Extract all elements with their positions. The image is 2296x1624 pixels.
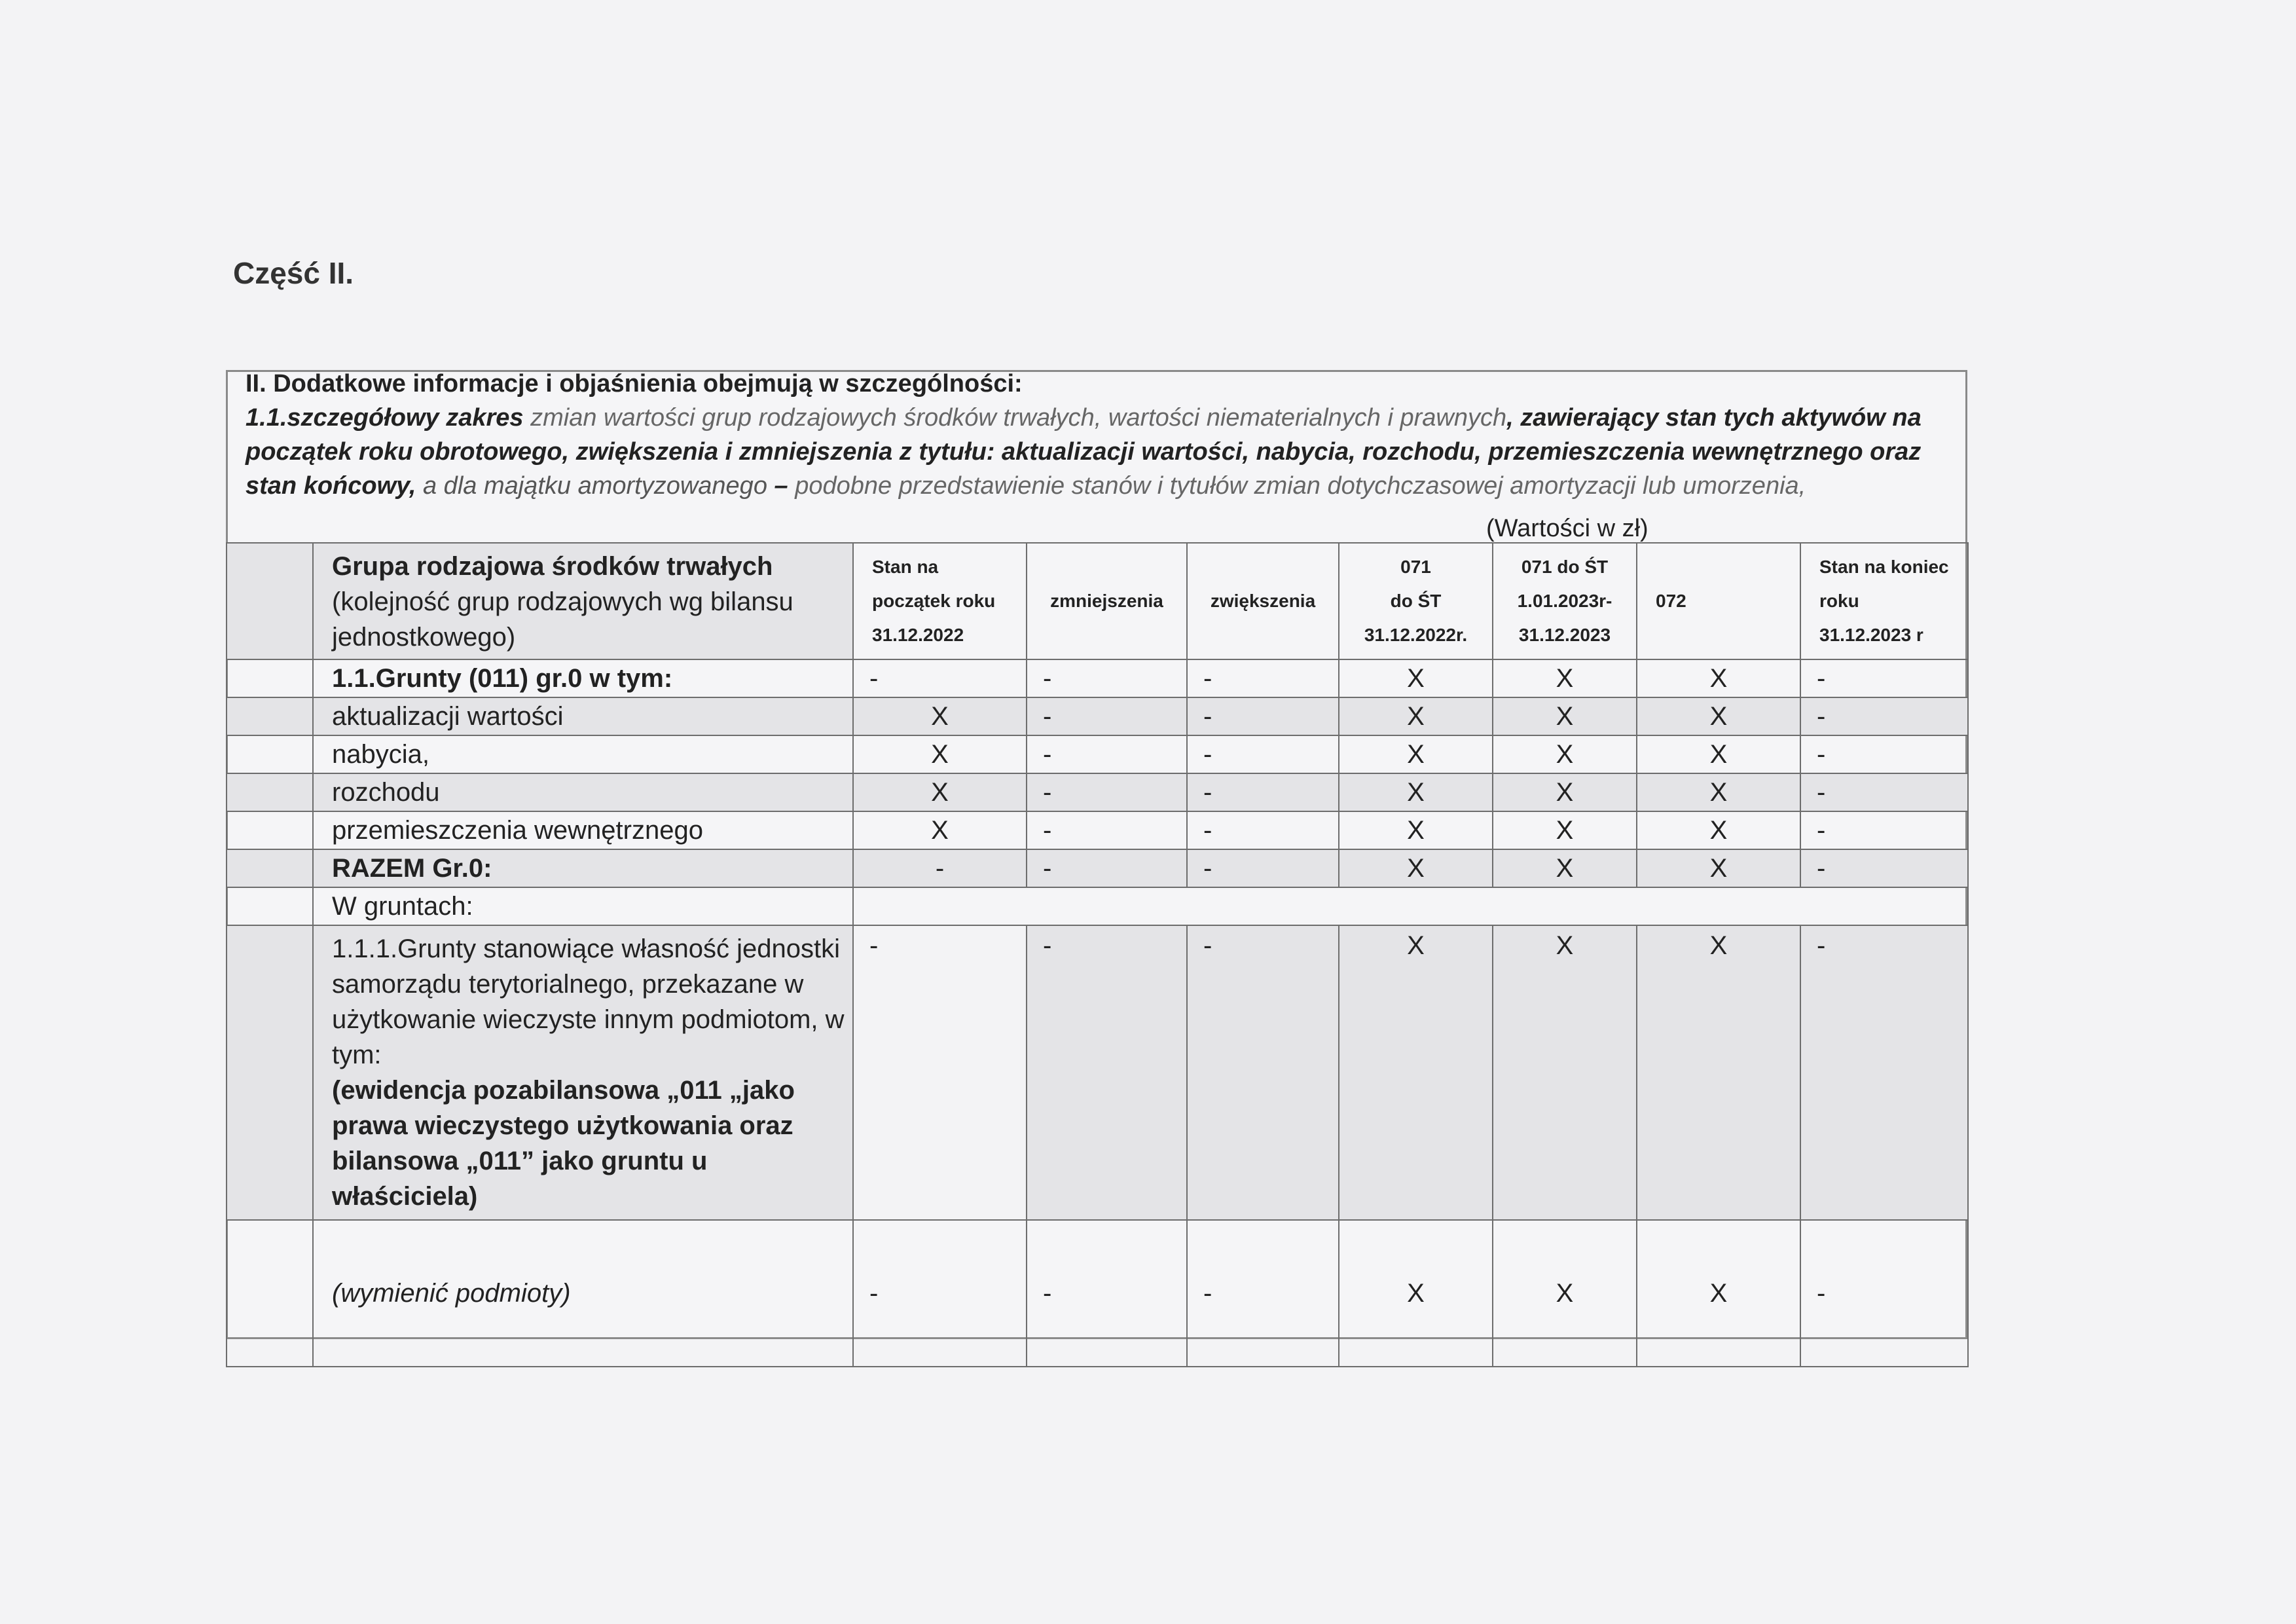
cell-increases: - <box>1187 735 1339 773</box>
cell-071-2023: X <box>1493 735 1637 773</box>
cell-072: X <box>1637 811 1800 849</box>
row-label-plain: 1.1.1.Grunty stanowiące własność jednostki samorządu terytorialnego, przekazane w użytkowanie wieczyste innym podmiotom, w tym: <box>332 934 845 1069</box>
cell-071-2023: X <box>1493 925 1637 1220</box>
cell-071-2022: X <box>1339 697 1493 735</box>
cell-increases: - <box>1187 697 1339 735</box>
row-label: 1.1.Grunty (011) gr.0 w tym: <box>313 659 853 697</box>
cell-071-2022: X <box>1339 659 1493 697</box>
cell-opening: X <box>853 811 1027 849</box>
intro-bold-b: , zawierający stan tych aktywów na początek roku obrotowego, zwiększenia i zmniejszenia z tytułu: aktualizacji wartości, nabycia, rozchodu, przemieszczenia wewnętrznego oraz stan końcowy, <box>246 404 1922 500</box>
cell-closing: - <box>1800 659 1968 697</box>
cell-opening: X <box>853 697 1027 735</box>
index-cell <box>227 887 313 925</box>
intro-bold-a: 1.1.szczegółowy zakres <box>246 404 524 432</box>
cell-decreases: - <box>1027 849 1187 887</box>
unit-note: (Wartości w zł) <box>1486 515 1649 542</box>
table-row <box>227 925 1968 1220</box>
cell-decreases: - <box>1027 1220 1187 1367</box>
col5-line3: 31.12.2023 <box>1518 625 1611 645</box>
cell-increases: - <box>1187 773 1339 811</box>
cell-071-2023: X <box>1493 811 1637 849</box>
cell-decreases: - <box>1027 659 1187 697</box>
cell-071-2022: X <box>1339 773 1493 811</box>
group-header-line2: (kolejność grup rodzajowych wg bilansu <box>332 587 793 616</box>
col1-line1: Stan na <box>872 557 939 577</box>
cell-071-2023: X <box>1493 659 1637 697</box>
cell-opening: X <box>853 773 1027 811</box>
col4-line3: 31.12.2022r. <box>1364 625 1468 645</box>
col4-line2: do ŚT <box>1390 591 1442 611</box>
cell-opening: - <box>853 1220 1027 1367</box>
col-072-header: 072 <box>1637 543 1800 659</box>
index-cell <box>227 659 313 697</box>
intro-paragraph <box>246 401 1954 503</box>
row-label: nabycia, <box>313 735 853 773</box>
cell-increases: - <box>1187 811 1339 849</box>
col-071-2023-header <box>1493 543 1637 659</box>
row-label: W gruntach: <box>313 887 853 925</box>
intro-heading: II. Dodatkowe informacje i objaśnienia obejmują w szczególności: <box>246 370 1023 397</box>
index-cell <box>227 925 313 1220</box>
group-header-line3: jednostkowego) <box>332 623 516 652</box>
col7-line2: roku <box>1819 591 1859 611</box>
cell-closing: - <box>1800 811 1968 849</box>
cell-072: X <box>1637 773 1800 811</box>
cell-decreases: - <box>1027 697 1187 735</box>
index-cell <box>227 697 313 735</box>
table-row <box>227 735 1968 773</box>
cell-opening: - <box>853 925 1027 1220</box>
index-cell <box>227 735 313 773</box>
table-header-row <box>227 543 1968 659</box>
index-cell <box>227 849 313 887</box>
cell-opening: X <box>853 735 1027 773</box>
col7-line3: 31.12.2023 r <box>1819 625 1923 645</box>
col4-line1: 071 <box>1400 557 1431 577</box>
cell-072: X <box>1637 659 1800 697</box>
cell-opening: - <box>853 849 1027 887</box>
col-increases-header: zwiększenia <box>1187 543 1339 659</box>
index-cell <box>227 773 313 811</box>
table-row <box>227 1220 1968 1367</box>
index-header-cell <box>227 543 313 659</box>
table-row <box>227 811 1968 849</box>
cell-increases: - <box>1187 849 1339 887</box>
cell-071-2022: X <box>1339 735 1493 773</box>
row-label: RAZEM Gr.0: <box>313 849 853 887</box>
row-label-bold: (ewidencja pozabilansowa „011 „jako prawa wieczystego użytkowania oraz bilansowa „011” jako gruntu u właściciela) <box>332 1076 795 1211</box>
col-decreases-header: zmniejszenia <box>1027 543 1187 659</box>
table-row <box>227 659 1968 697</box>
intro-italic-a: zmian wartości grup rodzajowych środków trwałych, wartości niematerialnych i prawnych <box>523 404 1507 432</box>
cell-decreases: - <box>1027 735 1187 773</box>
row-label: aktualizacji wartości <box>313 697 853 735</box>
col5-line2: 1.01.2023r- <box>1517 591 1613 611</box>
col5-line1: 071 do ŚT <box>1521 557 1609 577</box>
row-label <box>313 925 853 1220</box>
col-071-2022-header <box>1339 543 1493 659</box>
row-label: przemieszczenia wewnętrznego <box>313 811 853 849</box>
cell-072: X <box>1637 697 1800 735</box>
col-closing-balance-header <box>1800 543 1968 659</box>
fixed-assets-table <box>226 542 1969 1367</box>
cell-071-2023: X <box>1493 773 1637 811</box>
cell-closing: - <box>1800 849 1968 887</box>
cell-increases: - <box>1187 1220 1339 1367</box>
group-header-cell <box>313 543 853 659</box>
cell-closing: - <box>1800 925 1968 1220</box>
cell-decreases: - <box>1027 925 1187 1220</box>
cell-072: X <box>1637 925 1800 1220</box>
row-label: (wymienić podmioty) <box>313 1220 853 1367</box>
cell-increases: - <box>1187 925 1339 1220</box>
cell-closing: - <box>1800 773 1968 811</box>
cell-decreases: - <box>1027 773 1187 811</box>
table-row <box>227 773 1968 811</box>
table-row <box>227 849 1968 887</box>
index-cell <box>227 811 313 849</box>
cell-closing: - <box>1800 697 1968 735</box>
cell-071-2022: X <box>1339 1220 1493 1367</box>
cell-071-2022: X <box>1339 925 1493 1220</box>
cell-opening: - <box>853 659 1027 697</box>
col7-line1: Stan na koniec <box>1819 557 1949 577</box>
cell-072: X <box>1637 1220 1800 1367</box>
intro-italic-c: podobne przedstawienie stanów i tytułów zmian dotychczasowej amortyzacji lub umorzenia, <box>788 472 1806 500</box>
table-row <box>227 887 1968 925</box>
empty-span-cell <box>853 887 1968 925</box>
cell-071-2023: X <box>1493 849 1637 887</box>
cell-071-2023: X <box>1493 697 1637 735</box>
cell-071-2023: X <box>1493 1220 1637 1367</box>
cell-072: X <box>1637 735 1800 773</box>
intro-italic-b: a dla majątku amortyzowanego <box>416 472 767 500</box>
row-label: rozchodu <box>313 773 853 811</box>
index-cell <box>227 1220 313 1367</box>
cell-increases: - <box>1187 659 1339 697</box>
intro-text <box>246 367 1954 503</box>
part-title: Część II. <box>233 256 354 290</box>
cell-decreases: - <box>1027 811 1187 849</box>
cell-072: X <box>1637 849 1800 887</box>
col-opening-balance-header <box>853 543 1027 659</box>
table-row <box>227 697 1968 735</box>
cell-071-2022: X <box>1339 811 1493 849</box>
cell-closing: - <box>1800 1220 1968 1367</box>
cell-071-2022: X <box>1339 849 1493 887</box>
col1-line3: 31.12.2022 <box>872 625 964 645</box>
cell-closing: - <box>1800 735 1968 773</box>
intro-bold-c: – <box>767 472 788 500</box>
group-header-line1: Grupa rodzajowa środków trwałych <box>332 552 773 581</box>
col1-line2: początek roku <box>872 591 996 611</box>
